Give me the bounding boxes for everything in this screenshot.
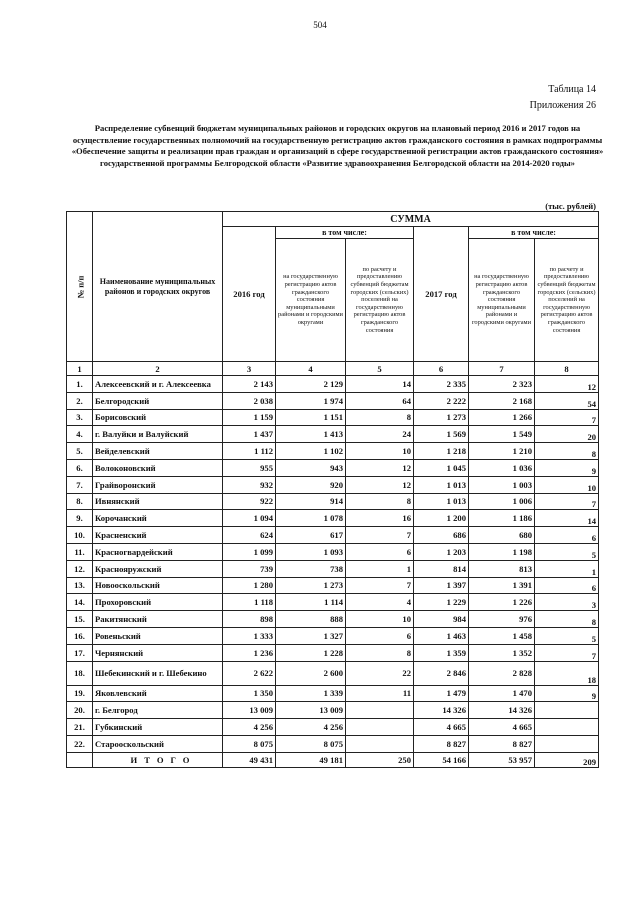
row-name: Старооскольский <box>93 735 223 752</box>
value-2017-municipal: 4 665 <box>469 719 535 736</box>
value-2017: 1 463 <box>414 627 469 644</box>
table-row <box>67 426 599 443</box>
header-including-2016: в том числе: <box>276 227 414 239</box>
table-row <box>67 543 599 560</box>
value-2017-municipal: 1 549 <box>469 426 535 443</box>
row-number: 6. <box>67 459 93 476</box>
col-index: 7 <box>469 362 535 376</box>
row-number: 5. <box>67 443 93 460</box>
value-2017-municipal: 1 226 <box>469 594 535 611</box>
value-2016: 1 159 <box>223 409 276 426</box>
value-2016-settlements <box>346 719 414 736</box>
value-2017-municipal: 1 470 <box>469 685 535 702</box>
value-2016-settlements: 6 <box>346 627 414 644</box>
value-2016-municipal: 1 102 <box>276 443 346 460</box>
table-row <box>67 476 599 493</box>
value-2017-settlements <box>535 735 599 752</box>
header-reg-municipal-2017: на государственную регистрацию актов гражданского состояния муниципальными районами и городскими округами <box>469 239 535 362</box>
value-2017-municipal: 1 352 <box>469 644 535 661</box>
value-2017-municipal: 813 <box>469 560 535 577</box>
value-2016-settlements: 24 <box>346 426 414 443</box>
value-2017-settlements: 9 <box>535 459 599 476</box>
col-index: 6 <box>414 362 469 376</box>
row-number: 7. <box>67 476 93 493</box>
value-2016-settlements <box>346 735 414 752</box>
value-2016-municipal: 2 129 <box>276 376 346 393</box>
value-2016-settlements: 7 <box>346 527 414 544</box>
row-number: 3. <box>67 409 93 426</box>
table-row <box>67 376 599 393</box>
value-2017-settlements: 7 <box>535 409 599 426</box>
col-index: 8 <box>535 362 599 376</box>
value-2016-settlements: 10 <box>346 611 414 628</box>
value-2016-municipal: 1 151 <box>276 409 346 426</box>
row-number: 14. <box>67 594 93 611</box>
value-2017-settlements: 54 <box>535 392 599 409</box>
value-2017-settlements: 18 <box>535 661 599 685</box>
value-2016: 1 236 <box>223 644 276 661</box>
value-2016-settlements: 6 <box>346 543 414 560</box>
value-2017-settlements: 5 <box>535 627 599 644</box>
row-number: 12. <box>67 560 93 577</box>
value-2017: 1 013 <box>414 493 469 510</box>
row-name: Алексеевский и г. Алексеевка <box>93 376 223 393</box>
value-2017-municipal: 14 326 <box>469 702 535 719</box>
value-2016-municipal: 13 009 <box>276 702 346 719</box>
value-2017-settlements: 8 <box>535 443 599 460</box>
value-2016-settlements: 64 <box>346 392 414 409</box>
value-2016-settlements: 7 <box>346 577 414 594</box>
value-2016-settlements: 12 <box>346 476 414 493</box>
row-number: 20. <box>67 702 93 719</box>
value-2016-municipal: 4 256 <box>276 719 346 736</box>
value-2017-municipal: 1 036 <box>469 459 535 476</box>
col-index: 5 <box>346 362 414 376</box>
row-number: 1. <box>67 376 93 393</box>
value-2016-settlements <box>346 702 414 719</box>
value-2017-settlements: 10 <box>535 476 599 493</box>
table-caption <box>530 82 596 114</box>
total-2016: 49 431 <box>223 752 276 767</box>
total-2016-settlements: 250 <box>346 752 414 767</box>
row-number: 13. <box>67 577 93 594</box>
col-index: 4 <box>276 362 346 376</box>
value-2016-municipal: 8 075 <box>276 735 346 752</box>
table-row <box>67 644 599 661</box>
value-2016-municipal: 1 327 <box>276 627 346 644</box>
total-2017-municipal: 53 957 <box>469 752 535 767</box>
table-row <box>67 443 599 460</box>
table-row <box>67 702 599 719</box>
value-2016-municipal: 1 339 <box>276 685 346 702</box>
appendix-label: Приложения 26 <box>529 100 596 111</box>
value-2017-settlements: 14 <box>535 510 599 527</box>
table-row <box>67 392 599 409</box>
value-2017-municipal: 8 827 <box>469 735 535 752</box>
table-row <box>67 594 599 611</box>
value-2016-settlements: 10 <box>346 443 414 460</box>
value-2017-settlements: 6 <box>535 527 599 544</box>
value-2017: 984 <box>414 611 469 628</box>
value-2016-municipal: 1 273 <box>276 577 346 594</box>
value-2016: 1 280 <box>223 577 276 594</box>
value-2017-settlements: 7 <box>535 644 599 661</box>
col-index: 1 <box>67 362 93 376</box>
row-name: Шебекинский и г. Шебекино <box>93 661 223 685</box>
value-2016-settlements: 8 <box>346 409 414 426</box>
value-2016: 8 075 <box>223 735 276 752</box>
value-2017: 1 273 <box>414 409 469 426</box>
total-2017: 54 166 <box>414 752 469 767</box>
value-2016-settlements: 8 <box>346 644 414 661</box>
value-2017: 8 827 <box>414 735 469 752</box>
total-2016-municipal: 49 181 <box>276 752 346 767</box>
value-2017: 2 335 <box>414 376 469 393</box>
value-2016: 1 333 <box>223 627 276 644</box>
value-2016-municipal: 2 600 <box>276 661 346 685</box>
row-name: Волоконовский <box>93 459 223 476</box>
value-2017: 1 569 <box>414 426 469 443</box>
table-row <box>67 577 599 594</box>
row-name: Вейделевский <box>93 443 223 460</box>
value-2016-municipal: 1 228 <box>276 644 346 661</box>
row-number: 15. <box>67 611 93 628</box>
value-2016: 1 350 <box>223 685 276 702</box>
value-2017-settlements <box>535 719 599 736</box>
table-row <box>67 719 599 736</box>
header-reg-settlements-2016: по расчету и предоставлению субвенций бюджетам городских (сельских) поселений на государственную регистрацию актов гражданского состояния <box>346 239 414 362</box>
value-2017: 1 013 <box>414 476 469 493</box>
value-2017-municipal: 1 458 <box>469 627 535 644</box>
value-2017-settlements: 1 <box>535 560 599 577</box>
table-row <box>67 661 599 685</box>
value-2017-settlements: 8 <box>535 611 599 628</box>
col-index: 3 <box>223 362 276 376</box>
total-num-cell <box>67 752 93 767</box>
header-num: № п/п <box>67 212 93 362</box>
units-label: (тыс. рублей) <box>545 201 596 211</box>
row-name: Чернянский <box>93 644 223 661</box>
table-row <box>67 735 599 752</box>
row-name: Яковлевский <box>93 685 223 702</box>
value-2016: 4 256 <box>223 719 276 736</box>
value-2017-settlements: 12 <box>535 376 599 393</box>
value-2016-municipal: 1 093 <box>276 543 346 560</box>
value-2017: 2 222 <box>414 392 469 409</box>
table-row <box>67 627 599 644</box>
row-name: Белгородский <box>93 392 223 409</box>
value-2016: 1 112 <box>223 443 276 460</box>
value-2016-settlements: 1 <box>346 560 414 577</box>
value-2017-settlements: 6 <box>535 577 599 594</box>
header-2016: 2016 год <box>223 227 276 362</box>
value-2017-municipal: 680 <box>469 527 535 544</box>
table-row <box>67 459 599 476</box>
row-name: Корочанский <box>93 510 223 527</box>
value-2016: 1 099 <box>223 543 276 560</box>
value-2017-settlements: 7 <box>535 493 599 510</box>
table-row <box>67 510 599 527</box>
total-2017-settlements: 209 <box>535 752 599 767</box>
table-label: Таблица 14 <box>548 84 596 95</box>
row-number: 10. <box>67 527 93 544</box>
value-2017-municipal: 2 828 <box>469 661 535 685</box>
value-2016-municipal: 617 <box>276 527 346 544</box>
row-name: Красногвардейский <box>93 543 223 560</box>
row-number: 21. <box>67 719 93 736</box>
value-2017-municipal: 2 168 <box>469 392 535 409</box>
value-2016-settlements: 11 <box>346 685 414 702</box>
value-2017: 1 359 <box>414 644 469 661</box>
value-2016-municipal: 1 413 <box>276 426 346 443</box>
value-2017-municipal: 1 186 <box>469 510 535 527</box>
value-2017-settlements: 5 <box>535 543 599 560</box>
table-row <box>67 527 599 544</box>
document-title: Распределение субвенций бюджетам муниципальных районов и городских округов на плановый период 2016 и 2017 годов на осуществление государственных полномочий на государственную регистрацию актов гражданского состояния в рамках подпрограммы «Обеспечение защиты и реализации прав граждан и организаций в сфере государственной регистрации актов гражданского состояния» государственной программы Белгородской области «Развитие здравоохранения Белгородской области на 2014-2020 годы» <box>71 123 604 168</box>
value-2016: 739 <box>223 560 276 577</box>
header-including-2017: в том числе: <box>469 227 599 239</box>
row-name: Ивнянский <box>93 493 223 510</box>
row-number: 17. <box>67 644 93 661</box>
row-number: 4. <box>67 426 93 443</box>
value-2016-settlements: 8 <box>346 493 414 510</box>
header-name: Наименование муниципальных районов и городских округов <box>93 212 223 362</box>
value-2016: 932 <box>223 476 276 493</box>
column-index-row <box>67 362 599 376</box>
row-number: 11. <box>67 543 93 560</box>
value-2016: 624 <box>223 527 276 544</box>
row-number: 16. <box>67 627 93 644</box>
value-2017: 1 397 <box>414 577 469 594</box>
row-name: г. Валуйки и Валуйский <box>93 426 223 443</box>
row-name: Новооскольский <box>93 577 223 594</box>
header-reg-municipal-2016: на государственную регистрацию актов гражданского состояния муниципальными районами и городскими округами <box>276 239 346 362</box>
value-2016-municipal: 1 078 <box>276 510 346 527</box>
value-2017-settlements: 3 <box>535 594 599 611</box>
header-sum: СУММА <box>223 212 599 227</box>
value-2016-settlements: 16 <box>346 510 414 527</box>
value-2017-settlements: 9 <box>535 685 599 702</box>
row-name: Грайворонский <box>93 476 223 493</box>
value-2016-settlements: 4 <box>346 594 414 611</box>
header-reg-settlements-2017: по расчету и предоставлению субвенций бюджетам городских (сельских) поселений на государственную регистрацию актов гражданского состояния <box>535 239 599 362</box>
value-2016: 1 094 <box>223 510 276 527</box>
table-row <box>67 493 599 510</box>
value-2017-settlements: 20 <box>535 426 599 443</box>
table-row <box>67 685 599 702</box>
row-number: 2. <box>67 392 93 409</box>
value-2016: 13 009 <box>223 702 276 719</box>
page-number: 504 <box>313 20 327 30</box>
value-2017-municipal: 2 323 <box>469 376 535 393</box>
header-2017: 2017 год <box>414 227 469 362</box>
value-2016-municipal: 943 <box>276 459 346 476</box>
value-2016-municipal: 920 <box>276 476 346 493</box>
value-2017: 686 <box>414 527 469 544</box>
value-2016: 2 038 <box>223 392 276 409</box>
value-2017-settlements <box>535 702 599 719</box>
value-2016-municipal: 888 <box>276 611 346 628</box>
value-2016: 955 <box>223 459 276 476</box>
value-2016-municipal: 738 <box>276 560 346 577</box>
row-number: 19. <box>67 685 93 702</box>
value-2017: 1 200 <box>414 510 469 527</box>
row-number: 18. <box>67 661 93 685</box>
value-2017-municipal: 1 391 <box>469 577 535 594</box>
value-2017-municipal: 1 003 <box>469 476 535 493</box>
value-2016-settlements: 22 <box>346 661 414 685</box>
value-2017: 1 229 <box>414 594 469 611</box>
value-2016: 1 118 <box>223 594 276 611</box>
row-name: г. Белгород <box>93 702 223 719</box>
value-2017: 14 326 <box>414 702 469 719</box>
value-2017-municipal: 1 006 <box>469 493 535 510</box>
row-name: Ровеньский <box>93 627 223 644</box>
row-name: Красненский <box>93 527 223 544</box>
row-name: Краснояружский <box>93 560 223 577</box>
row-number: 8. <box>67 493 93 510</box>
value-2016: 1 437 <box>223 426 276 443</box>
value-2016-municipal: 914 <box>276 493 346 510</box>
row-number: 22. <box>67 735 93 752</box>
value-2017-municipal: 1 210 <box>469 443 535 460</box>
total-row <box>67 752 599 767</box>
row-name: Прохоровский <box>93 594 223 611</box>
value-2016: 2 622 <box>223 661 276 685</box>
value-2016: 922 <box>223 493 276 510</box>
value-2016: 898 <box>223 611 276 628</box>
value-2016-municipal: 1 114 <box>276 594 346 611</box>
value-2016: 2 143 <box>223 376 276 393</box>
value-2017: 2 846 <box>414 661 469 685</box>
value-2016-settlements: 14 <box>346 376 414 393</box>
col-index: 2 <box>93 362 223 376</box>
total-label: ИТОГО <box>93 752 223 767</box>
value-2017: 1 203 <box>414 543 469 560</box>
value-2017-municipal: 976 <box>469 611 535 628</box>
table-row <box>67 611 599 628</box>
subsidy-table <box>66 211 599 768</box>
value-2017: 1 218 <box>414 443 469 460</box>
row-name: Губкинский <box>93 719 223 736</box>
value-2017-municipal: 1 266 <box>469 409 535 426</box>
value-2016-municipal: 1 974 <box>276 392 346 409</box>
value-2017: 814 <box>414 560 469 577</box>
table-row <box>67 560 599 577</box>
value-2017: 1 045 <box>414 459 469 476</box>
row-name: Ракитянский <box>93 611 223 628</box>
value-2017: 4 665 <box>414 719 469 736</box>
value-2016-settlements: 12 <box>346 459 414 476</box>
row-name: Борисовский <box>93 409 223 426</box>
value-2017-municipal: 1 198 <box>469 543 535 560</box>
value-2017: 1 479 <box>414 685 469 702</box>
table-row <box>67 409 599 426</box>
row-number: 9. <box>67 510 93 527</box>
